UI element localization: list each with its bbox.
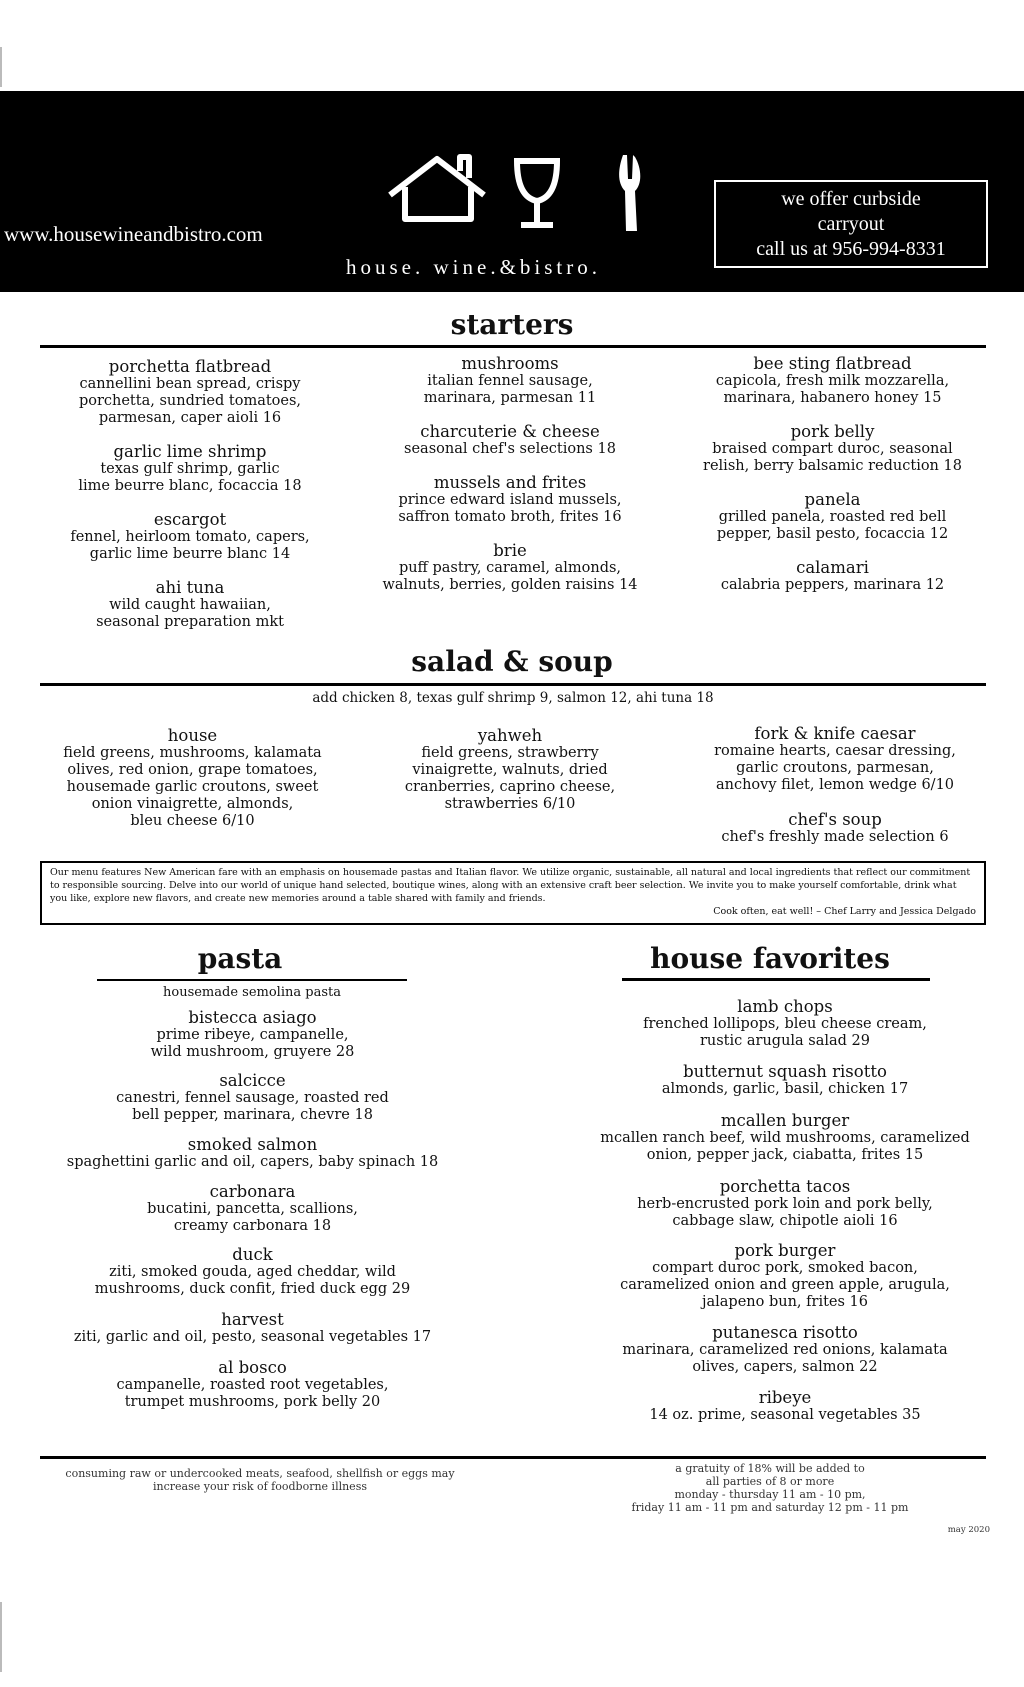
menu-item bbox=[680, 810, 990, 846]
menu-item bbox=[30, 1135, 475, 1171]
pasta-title: pasta bbox=[197, 942, 283, 975]
item-name: yahweh bbox=[477, 726, 543, 745]
item-desc: mcallen ranch beef, wild mushrooms, caramelized bbox=[600, 1130, 970, 1146]
website-link[interactable]: www.housewineandbistro.com bbox=[4, 222, 263, 246]
item-desc: wild caught hawaiian, bbox=[109, 597, 271, 613]
item-name: garlic lime shrimp bbox=[113, 442, 267, 461]
item-name: calamari bbox=[796, 558, 869, 577]
salad-addons: add chicken 8, texas gulf shrimp 9, salmon 12, ahi tuna 18 bbox=[312, 690, 714, 706]
notice-line: a gratuity of 18% will be added to bbox=[675, 1462, 865, 1475]
menu-item bbox=[30, 1245, 475, 1298]
item-name: pork belly bbox=[790, 422, 875, 441]
item-desc: marinara, habanero honey 15 bbox=[723, 390, 942, 406]
item-desc: calabria peppers, marinara 12 bbox=[720, 577, 945, 593]
item-desc: capicola, fresh milk mozzarella, bbox=[715, 373, 950, 389]
item-desc: bell pepper, marinara, chevre 18 bbox=[132, 1107, 373, 1123]
item-desc: compart duroc pork, smoked bacon, bbox=[652, 1260, 918, 1276]
item-desc: braised compart duroc, seasonal bbox=[712, 441, 953, 457]
menu-item bbox=[355, 541, 665, 594]
item-desc: parmesan, caper aioli 16 bbox=[98, 410, 282, 426]
hours-line: friday 11 am - 11 pm and saturday 12 pm - 11 pm bbox=[631, 1501, 909, 1514]
menu-item bbox=[40, 726, 345, 830]
item-name: panela bbox=[804, 490, 861, 509]
item-desc: cranberries, caprino cheese, bbox=[404, 779, 616, 795]
item-desc: onion, pepper jack, ciabatta, frites 15 bbox=[646, 1147, 924, 1163]
menu-item bbox=[40, 442, 340, 495]
philosophy-text: Our menu features New American fare with an emphasis on housemade pastas and Italian flavor. We utilize organic, sustainable, all natural and local ingredients that reflect our commitment to responsible sourcing. Delve into our world of unique hand selected, boutique wines, along with an extensive craft beer selection. We invite you to make yourself comfortable, drink what you like, explore new flavors, and create new memories around a table shared with family and friends. bbox=[50, 867, 971, 904]
item-name: mcallen burger bbox=[720, 1111, 850, 1130]
menu-date: may 2020 bbox=[947, 1525, 990, 1535]
item-desc: anchovy filet, lemon wedge 6/10 bbox=[715, 777, 955, 793]
item-desc: lime beurre blanc, focaccia 18 bbox=[78, 478, 302, 494]
item-desc: caramelized onion and green apple, arugula, bbox=[620, 1277, 950, 1293]
item-desc: field greens, strawberry bbox=[421, 745, 599, 761]
header-banner bbox=[0, 91, 1024, 292]
menu-item bbox=[365, 726, 655, 813]
notice-line: consuming raw or undercooked meats, seafood, shellfish or eggs may bbox=[65, 1467, 455, 1480]
menu-item bbox=[40, 357, 340, 427]
item-name: porchetta tacos bbox=[719, 1177, 851, 1196]
item-desc: ziti, smoked gouda, aged cheddar, wild bbox=[109, 1264, 396, 1280]
curbside-phone[interactable]: call us at 956-994-8331 bbox=[756, 238, 946, 260]
restaurant-tagline: house. wine.&bistro. bbox=[346, 255, 601, 279]
item-desc: ziti, garlic and oil, pesto, seasonal vegetables 17 bbox=[73, 1329, 432, 1345]
item-desc: olives, red onion, grape tomatoes, bbox=[67, 762, 318, 778]
item-name: chef's soup bbox=[788, 810, 882, 829]
item-desc: prime ribeye, campanelle, bbox=[156, 1027, 349, 1043]
item-desc: strawberries 6/10 bbox=[444, 796, 576, 812]
item-desc: marinara, parmesan 11 bbox=[423, 390, 597, 406]
item-desc: romaine hearts, caesar dressing, bbox=[714, 743, 956, 759]
item-name: mussels and frites bbox=[433, 473, 587, 492]
menu-item bbox=[580, 1241, 990, 1311]
curbside-line: carryout bbox=[817, 213, 885, 235]
notice-line: all parties of 8 or more bbox=[705, 1475, 835, 1488]
item-desc: puff pastry, caramel, almonds, bbox=[398, 560, 622, 576]
house-favorites-title: house favorites bbox=[650, 942, 890, 975]
menu-item bbox=[580, 1062, 990, 1098]
item-desc: garlic lime beurre blanc 14 bbox=[89, 546, 291, 562]
menu-item bbox=[675, 558, 990, 594]
item-desc: rustic arugula salad 29 bbox=[699, 1033, 871, 1049]
menu-item bbox=[30, 1008, 475, 1061]
item-desc: grilled panela, roasted red bell bbox=[718, 509, 947, 525]
item-desc: vinaigrette, walnuts, dried bbox=[412, 762, 608, 778]
item-desc: italian fennel sausage, bbox=[427, 373, 593, 389]
item-desc: mushrooms, duck confit, fried duck egg 29 bbox=[94, 1281, 411, 1297]
notice-line: increase your risk of foodborne illness bbox=[152, 1480, 367, 1493]
item-desc: creamy carbonara 18 bbox=[173, 1218, 332, 1234]
menu-item bbox=[675, 490, 990, 543]
menu-item bbox=[30, 1310, 475, 1346]
item-name: bee sting flatbread bbox=[753, 354, 912, 373]
item-desc: seasonal chef's selections 18 bbox=[404, 441, 616, 457]
item-desc: almonds, garlic, basil, chicken 17 bbox=[661, 1081, 909, 1097]
favorites-rule bbox=[622, 978, 930, 981]
item-name: fork & knife caesar bbox=[754, 724, 916, 743]
hours-line: monday - thursday 11 am - 10 pm, bbox=[674, 1488, 866, 1501]
menu-item bbox=[355, 473, 665, 526]
item-name: carbonara bbox=[209, 1182, 296, 1201]
item-desc: texas gulf shrimp, garlic bbox=[100, 461, 280, 477]
menu-item bbox=[675, 422, 990, 475]
item-desc: canestri, fennel sausage, roasted red bbox=[116, 1090, 389, 1106]
food-safety-notice bbox=[40, 1467, 480, 1493]
menu-item bbox=[580, 997, 990, 1050]
menu-item bbox=[40, 510, 340, 563]
item-name: ahi tuna bbox=[155, 578, 225, 597]
item-desc: herb-encrusted pork loin and pork belly, bbox=[637, 1196, 933, 1212]
house-wine-fork-logo bbox=[385, 149, 685, 239]
item-desc: walnuts, berries, golden raisins 14 bbox=[382, 577, 638, 593]
menu-item bbox=[580, 1177, 990, 1230]
item-desc: porchetta, sundried tomatoes, bbox=[78, 393, 302, 409]
item-name: house bbox=[167, 726, 218, 745]
menu-item bbox=[30, 1358, 475, 1411]
footer-rule bbox=[40, 1456, 986, 1459]
curbside-box bbox=[714, 180, 988, 268]
item-desc: seasonal preparation mkt bbox=[96, 614, 284, 630]
item-desc: saffron tomato broth, frites 16 bbox=[398, 509, 622, 525]
item-desc: cannellini bean spread, crispy bbox=[79, 376, 301, 392]
chef-signature: Cook often, eat well! – Chef Larry and Jessica Delgado bbox=[713, 906, 976, 917]
item-name: ribeye bbox=[758, 1388, 812, 1407]
item-name: bistecca asiago bbox=[188, 1008, 317, 1027]
item-name: butternut squash risotto bbox=[683, 1062, 887, 1081]
item-desc: marinara, caramelized red onions, kalamata bbox=[622, 1342, 948, 1358]
menu-item bbox=[355, 422, 665, 458]
hours-notice bbox=[585, 1462, 955, 1514]
salad-soup-title: salad & soup bbox=[411, 645, 613, 678]
item-desc: fennel, heirloom tomato, capers, bbox=[70, 529, 310, 545]
item-desc: cabbage slaw, chipotle aioli 16 bbox=[672, 1213, 898, 1229]
menu-philosophy-box bbox=[40, 861, 986, 925]
item-desc: prince edward island mussels, bbox=[398, 492, 622, 508]
item-desc: jalapeno bun, frites 16 bbox=[702, 1294, 868, 1310]
item-desc: bleu cheese 6/10 bbox=[130, 813, 255, 829]
item-desc: garlic croutons, parmesan, bbox=[736, 760, 934, 776]
item-desc: onion vinaigrette, almonds, bbox=[91, 796, 294, 812]
salad-rule bbox=[40, 683, 986, 686]
item-desc: housemade garlic croutons, sweet bbox=[66, 779, 319, 795]
menu-item bbox=[30, 1182, 475, 1235]
starters-title: starters bbox=[450, 308, 574, 341]
menu-item bbox=[30, 1071, 475, 1124]
wine-glass-icon bbox=[517, 161, 557, 201]
starters-rule bbox=[40, 345, 986, 348]
menu-item bbox=[680, 724, 990, 794]
item-name: al bosco bbox=[218, 1358, 287, 1377]
item-desc: wild mushroom, gruyere 28 bbox=[150, 1044, 355, 1060]
item-desc: bucatini, pancetta, scallions, bbox=[147, 1201, 358, 1217]
item-name: harvest bbox=[221, 1310, 284, 1329]
item-desc: chef's freshly made selection 6 bbox=[721, 829, 949, 845]
menu-item bbox=[675, 354, 990, 407]
item-desc: field greens, mushrooms, kalamata bbox=[63, 745, 322, 761]
fork-icon bbox=[619, 155, 640, 231]
menu-item bbox=[580, 1388, 990, 1424]
menu-item bbox=[355, 354, 665, 407]
item-name: smoked salmon bbox=[187, 1135, 318, 1154]
menu-item bbox=[580, 1111, 990, 1164]
curbside-line: we offer curbside bbox=[781, 188, 921, 210]
item-desc: 14 oz. prime, seasonal vegetables 35 bbox=[649, 1407, 921, 1423]
item-name: putanesca risotto bbox=[712, 1323, 858, 1342]
item-name: lamb chops bbox=[737, 997, 833, 1016]
item-name: pork burger bbox=[734, 1241, 836, 1260]
item-desc: pepper, basil pesto, focaccia 12 bbox=[716, 526, 949, 542]
item-desc: frenched lollipops, bleu cheese cream, bbox=[643, 1016, 927, 1032]
item-desc: olives, capers, salmon 22 bbox=[692, 1359, 878, 1375]
item-desc: spaghettini garlic and oil, capers, baby spinach 18 bbox=[66, 1154, 439, 1170]
item-name: charcuterie & cheese bbox=[420, 422, 600, 441]
menu-item bbox=[40, 578, 340, 631]
pasta-rule bbox=[97, 979, 407, 981]
item-desc: relish, berry balsamic reduction 18 bbox=[703, 458, 962, 474]
item-name: brie bbox=[493, 541, 527, 560]
item-name: escargot bbox=[153, 510, 227, 529]
item-desc: trumpet mushrooms, pork belly 20 bbox=[124, 1394, 381, 1410]
item-name: salcicce bbox=[219, 1071, 286, 1090]
item-desc: campanelle, roasted root vegetables, bbox=[116, 1377, 389, 1393]
item-name: porchetta flatbread bbox=[108, 357, 272, 376]
menu-item bbox=[580, 1323, 990, 1376]
pasta-subtitle: housemade semolina pasta bbox=[163, 985, 341, 1000]
item-name: mushrooms bbox=[461, 354, 559, 373]
item-name: duck bbox=[232, 1245, 273, 1264]
